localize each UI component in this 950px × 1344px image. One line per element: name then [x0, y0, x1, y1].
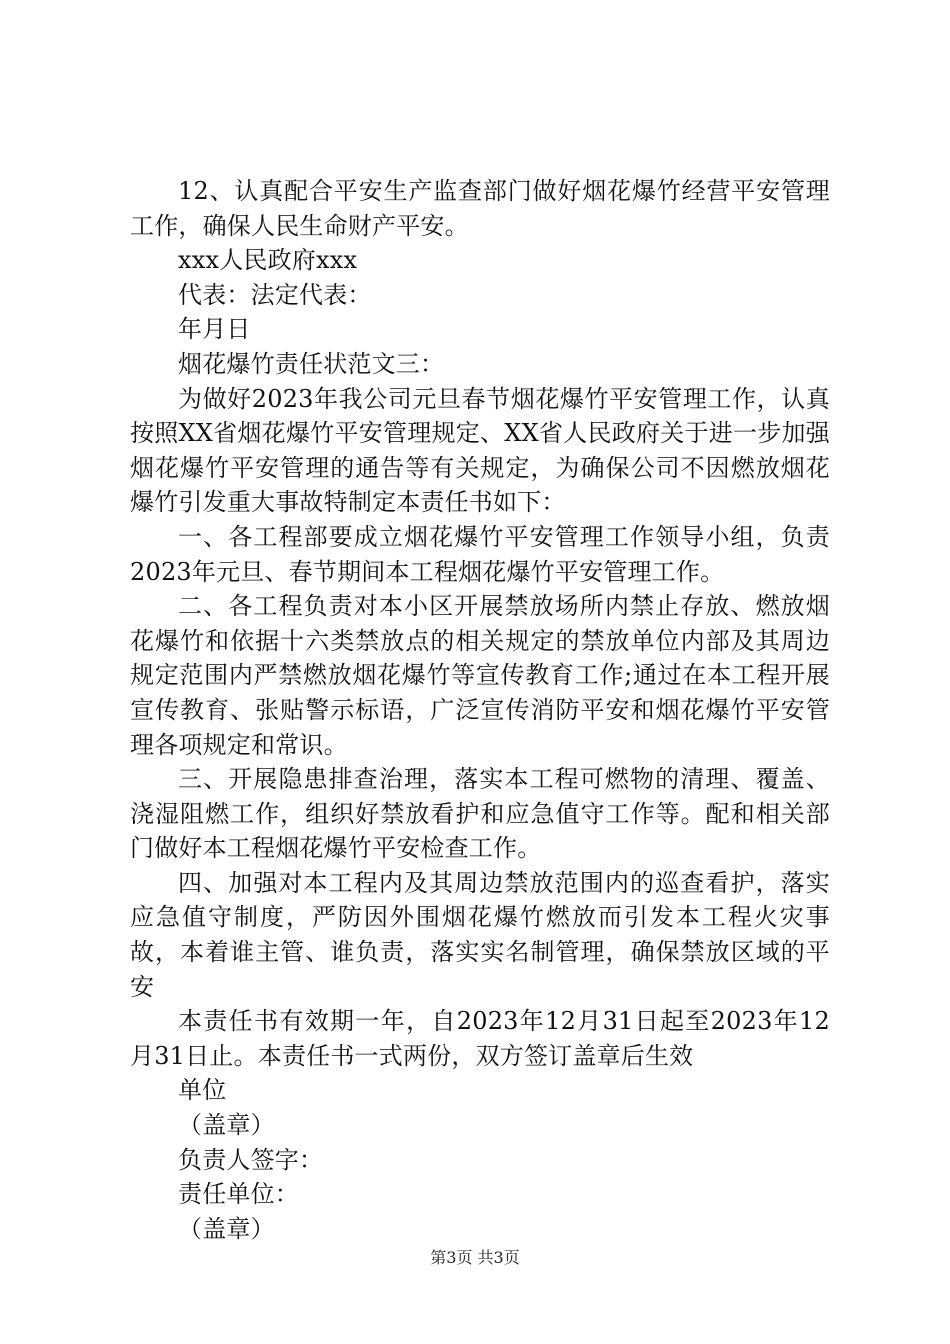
- document-body: [130, 174, 830, 1246]
- paragraph-point-1: 一、各工程部要成立烟花爆竹平安管理工作领导小组，负责2023年元旦、春节期间本工程烟花爆竹平安管理工作。: [130, 522, 830, 586]
- page-number-footer: 第3页 共3页: [430, 1248, 520, 1267]
- section-heading: 烟花爆竹责任状范文三：: [178, 349, 445, 378]
- signature-representatives: 代表：法定代表：: [178, 280, 372, 309]
- paragraph-point-3: 三、开展隐患排查治理，落实本工程可燃物的清理、覆盖、浇湿阻燃工作，组织好禁放看护和应急值守工作等。配和相关部门做好本工程烟花爆竹平安检查工作。: [130, 765, 830, 863]
- seal-label-1: （盖章）: [178, 1111, 275, 1140]
- date-line: 年月日: [178, 315, 251, 344]
- signature-unit: 单位: [178, 1076, 227, 1105]
- signature-responsible-unit: 责任单位：: [178, 1180, 299, 1209]
- signature-person-in-charge: 负责人签字：: [178, 1145, 324, 1174]
- paragraph-validity: 本责任书有效期一年，自2023年12月31日起至2023年12月31日止。本责任书一式两份，双方签订盖章后生效: [130, 1007, 830, 1070]
- paragraph-intro: 为做好2023年我公司元旦春节烟花爆竹平安管理工作，认真按照XX省烟花爆竹平安管理规定、XX省人民政府关于进一步加强烟花爆竹平安管理的通告等有关规定，为确保公司不因燃放烟花爆竹引发重大事故特制定本责任书如下：: [130, 384, 830, 517]
- paragraph-item-12: 12、认真配合平安生产监查部门做好烟花爆竹经营平安管理工作，确保人民生命财产平安。: [130, 177, 830, 240]
- signature-government: xxx人民政府xxx: [178, 246, 358, 275]
- paragraph-point-2: 二、各工程负责对本小区开展禁放场所内禁止存放、燃放烟花爆竹和依据十六类禁放点的相关规定的禁放单位内部及其周边规定范围内严禁燃放烟花爆竹等宣传教育工作;通过在本工程开展宣传教育、张贴警示标语，广泛宣传消防平安和烟花爆竹平安管理各项规定和常识。: [130, 592, 830, 759]
- paragraph-point-4: 四、加强对本工程内及其周边禁放范围内的巡查看护，落实应急值守制度，严防因外围烟花爆竹燃放而引发本工程火灾事故，本着谁主管、谁负责，落实实名制管理，确保禁放区域的平安: [130, 868, 830, 1001]
- seal-label-2: （盖章）: [178, 1214, 275, 1243]
